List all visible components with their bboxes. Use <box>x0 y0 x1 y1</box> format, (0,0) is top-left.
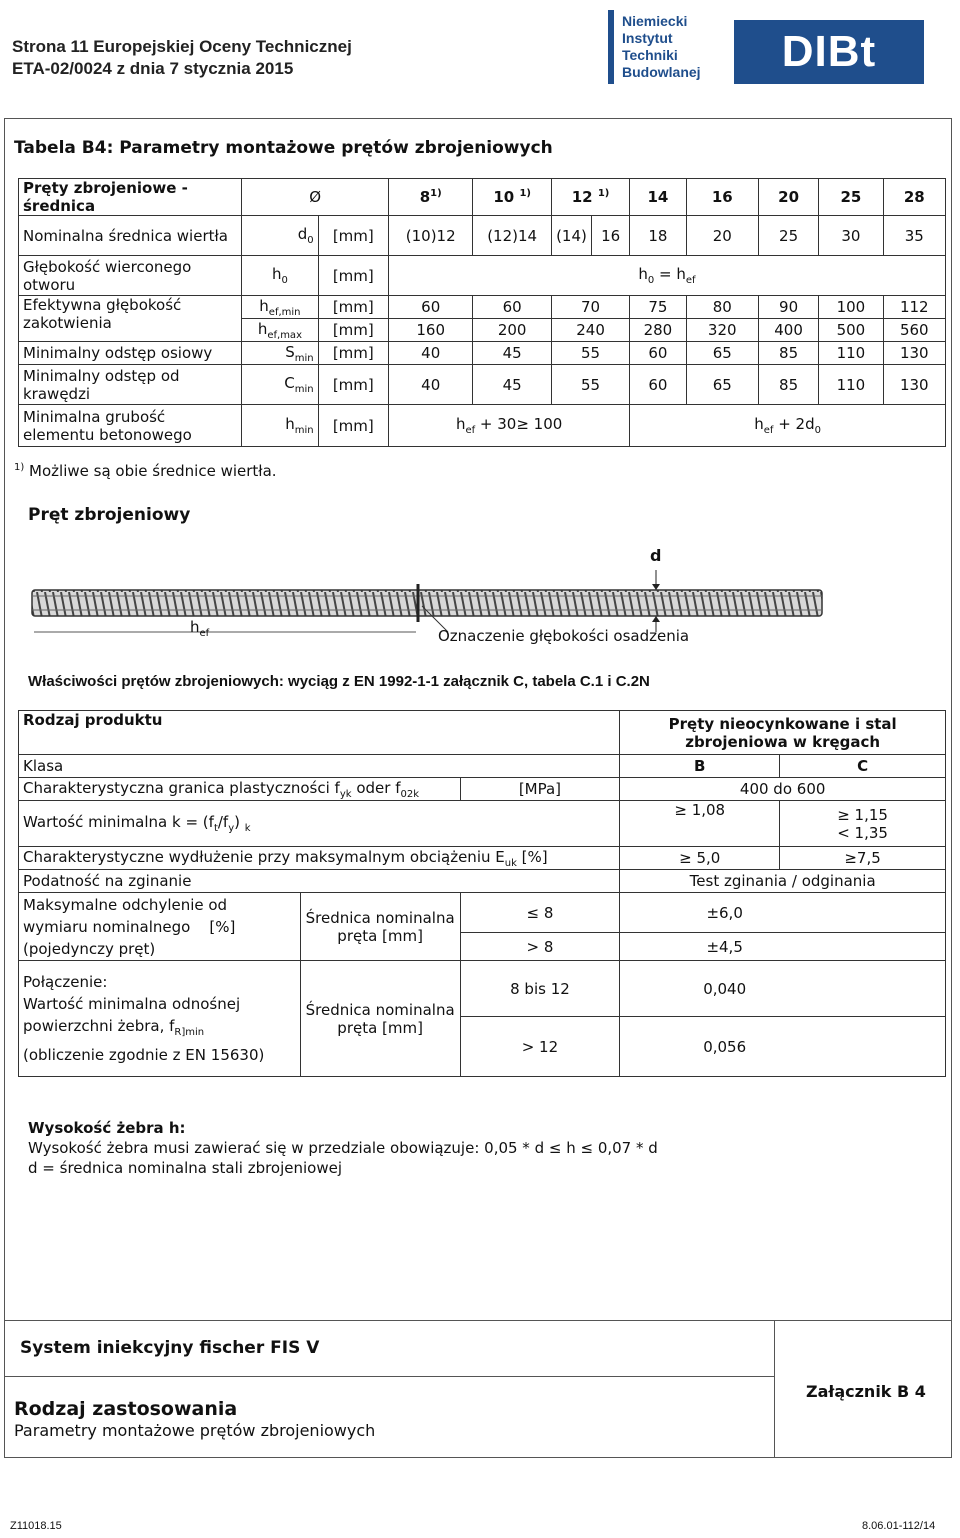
bend-value: Test zginania / odginania <box>620 870 946 893</box>
value-cell: 65 <box>686 365 758 405</box>
arrowhead <box>652 616 660 622</box>
value-cell: 45 <box>473 365 551 405</box>
deviation-value: ±6,0 <box>620 893 946 933</box>
bond-diameter-label: Średnica nominalna pręta [mm] <box>300 961 460 1077</box>
footer-divider <box>4 1376 774 1377</box>
table-row <box>19 870 946 893</box>
value-cell: $h_{ef} + 30\ge 100$ <box>388 405 629 447</box>
value-cell: 75 <box>630 296 686 319</box>
value-cell: 400 <box>758 319 818 342</box>
bond-label: Połączenie: Wartość minimalna odnośnej powierzchni żebra, $f_{R]min}$ (obliczenie zgodnie z EN 15630) <box>19 961 301 1077</box>
value-cell: 40 <box>388 365 472 405</box>
footer-app-title: Rodzaj zastosowania <box>14 1398 238 1420</box>
logo-line: Niemiecki <box>622 13 688 29</box>
euk-value-b: ≥ 5,0 <box>620 847 780 870</box>
deviation-value: ±4,5 <box>620 933 946 961</box>
value-cell: (10)12 <box>388 216 472 256</box>
value-cell: 110 <box>819 342 883 365</box>
row-label: Minimalny odstęp osiowy <box>19 342 242 365</box>
rebar-label-d: d <box>650 546 662 565</box>
diam-cell: 8$^{1)}$ <box>388 179 472 216</box>
value-cell: 130 <box>883 365 945 405</box>
value-cell: 70 <box>551 296 629 319</box>
value-cell: 20 <box>686 216 758 256</box>
rebar-bar <box>32 590 822 616</box>
footer-annex: Załącznik B 4 <box>806 1382 926 1401</box>
row-label: Głębokość wierconego otworu <box>19 256 242 296</box>
document-header <box>12 36 352 80</box>
value-cell: 130 <box>883 342 945 365</box>
logo-line: Techniki <box>622 47 678 63</box>
value-cell: 55 <box>551 365 629 405</box>
row-label: Minimalna grubość elementu betonowego <box>19 405 242 447</box>
footer-code-right: 8.06.01-112/14 <box>862 1520 936 1532</box>
value-cell: 160 <box>388 319 472 342</box>
footer-divider <box>774 1320 775 1458</box>
fyk-unit: [MPa] <box>460 778 620 801</box>
fyk-label: Charakterystyczna granica plastyczności $f_{yk}$ oder $f_{02k}$ <box>19 778 461 801</box>
product-type-value: Pręty nieocynkowane i stal zbrojeniowa w kręgach <box>620 711 946 755</box>
table-row <box>19 405 946 447</box>
unit-cell: [mm] <box>318 296 388 319</box>
value-cell: 90 <box>758 296 818 319</box>
fyk-value: 400 do 600 <box>620 778 946 801</box>
rebar-illustration <box>20 540 840 660</box>
value-cell: 65 <box>686 342 758 365</box>
unit-cell: [mm] <box>318 365 388 405</box>
table-row <box>19 179 946 216</box>
table-row <box>19 365 946 405</box>
table-row <box>19 342 946 365</box>
row-symbol: $d_0$ <box>242 216 318 256</box>
dibt-logo-mark: DIBt <box>734 20 924 84</box>
row-symbol: $S_{min}$ <box>242 342 318 365</box>
value-cell: 60 <box>388 296 472 319</box>
value-cell: 18 <box>630 216 686 256</box>
table-row <box>19 893 946 933</box>
bond-cond: 8 bis 12 <box>460 961 620 1017</box>
value-cell: 35 <box>883 216 945 256</box>
value-cell: 240 <box>551 319 629 342</box>
deviation-cond: ≤ 8 <box>460 893 620 933</box>
deviation-diameter-label: Średnica nominalna pręta [mm] <box>300 893 460 961</box>
row-label: Nominalna średnica wiertła <box>19 216 242 256</box>
value-cell: 16 <box>592 216 630 256</box>
row-symbol: $h_{ef,min}$ <box>242 296 318 319</box>
value-cell: 200 <box>473 319 551 342</box>
value-cell: 25 <box>758 216 818 256</box>
rebar-label-hef: $h_{ef}$ <box>190 618 210 639</box>
row-symbol: $C_{min}$ <box>242 365 318 405</box>
footer-code-left: Z11018.15 <box>10 1520 62 1532</box>
value-cell: 112 <box>883 296 945 319</box>
table-row <box>19 296 946 319</box>
unit-cell: [mm] <box>318 405 388 447</box>
value-cell: 85 <box>758 342 818 365</box>
props-title: Właściwości prętów zbrojeniowych: wyciąg z EN 1992-1-1 załącznik C, tabela C.1 i C.2N <box>28 673 650 690</box>
diam-cell: 16 <box>686 179 758 216</box>
value-cell: 45 <box>473 342 551 365</box>
value-cell: 60 <box>630 365 686 405</box>
dibt-logo-text <box>622 13 701 81</box>
k-value-c: ≥ 1,15 < 1,35 <box>780 801 946 847</box>
bend-label: Podatność na zginanie <box>19 870 620 893</box>
deviation-label: Maksymalne odchylenie od wymiaru nominalnego [%] (pojedynczy pręt) <box>19 893 301 961</box>
header-page-line: Strona 11 Europejskiej Oceny Technicznej <box>12 37 352 56</box>
table-row <box>19 801 946 847</box>
unit-cell: [mm] <box>318 216 388 256</box>
diam-cell: 28 <box>883 179 945 216</box>
class-b: B <box>620 755 780 778</box>
bond-cond: > 12 <box>460 1017 620 1077</box>
rebar-section-title: Pręt zbrojeniowy <box>28 505 191 525</box>
arrowhead <box>652 584 660 590</box>
row-symbol: $h_{ef,max}$ <box>242 319 318 342</box>
value-cell: 560 <box>883 319 945 342</box>
header-eta-line: ETA-02/0024 z dnia 7 stycznia 2015 <box>12 59 294 78</box>
diam-cell: 25 <box>819 179 883 216</box>
value-cell: 40 <box>388 342 472 365</box>
unit-cell: [mm] <box>318 319 388 342</box>
table-b4 <box>18 178 946 447</box>
value-cell: 100 <box>819 296 883 319</box>
class-label: Klasa <box>19 755 620 778</box>
value-cell: (14) <box>551 216 591 256</box>
table-row <box>19 256 946 296</box>
value-cell: 80 <box>686 296 758 319</box>
value-cell: 55 <box>551 342 629 365</box>
row-symbol: $h_0$ <box>242 256 318 296</box>
row-label: Efektywna głębokość zakotwienia <box>19 296 242 342</box>
footer-app-subtitle: Parametry montażowe prętów zbrojeniowych <box>14 1421 376 1440</box>
unit-cell: [mm] <box>318 256 388 296</box>
logo-bar <box>608 10 614 84</box>
k-label: Wartość minimalna $k = (f_t/f_y)$ $_k$ <box>19 801 620 847</box>
unit-cell: [mm] <box>318 342 388 365</box>
table-row <box>19 216 946 256</box>
logo-line: Instytut <box>622 30 673 46</box>
table-row <box>19 755 946 778</box>
diam-cell: 10 $^{1)}$ <box>473 179 551 216</box>
euk-value-c: ≥7,5 <box>780 847 946 870</box>
table-footnote: $^{1)}$ Możliwe są obie średnice wiertła. <box>14 462 277 480</box>
head-symbol: Ø <box>242 179 389 216</box>
depth-mark-label: Oznaczenie głębokości osadzenia <box>438 627 690 645</box>
properties-table <box>18 710 946 1077</box>
table-row <box>19 961 946 1017</box>
table-row <box>19 778 946 801</box>
diam-cell: 20 <box>758 179 818 216</box>
footer-system: System iniekcyjny fischer FIS V <box>20 1338 320 1358</box>
rib-height-text: Wysokość żebra musi zawierać się w przedziale obowiązuje: 0,05 * d ≤ h ≤ 0,07 * d <box>28 1139 658 1157</box>
bond-value: 0,056 <box>620 1017 946 1077</box>
value-cell: (12)14 <box>473 216 551 256</box>
rib-height-section <box>28 1118 658 1178</box>
class-c: C <box>780 755 946 778</box>
diam-cell: 12 $^{1)}$ <box>551 179 629 216</box>
value-cell: 320 <box>686 319 758 342</box>
rib-height-title: Wysokość żebra h: <box>28 1119 186 1137</box>
table-b4-title: Tabela B4: Parametry montażowe prętów zbrojeniowych <box>14 138 553 158</box>
row-symbol: $h_{min}$ <box>242 405 318 447</box>
value-cell: 280 <box>630 319 686 342</box>
table-row <box>19 711 946 755</box>
value-cell: 500 <box>819 319 883 342</box>
diam-cell: 14 <box>630 179 686 216</box>
head-label: Pręty zbrojeniowe - średnica <box>19 179 242 216</box>
deviation-cond: > 8 <box>460 933 620 961</box>
logo-line: Budowlanej <box>622 64 701 80</box>
bond-value: 0,040 <box>620 961 946 1017</box>
euk-label: Charakterystyczne wydłużenie przy maksymalnym obciążeniu $E_{uk}$ [%] <box>19 847 620 870</box>
value-cell: 85 <box>758 365 818 405</box>
value-cell: 110 <box>819 365 883 405</box>
value-cell: 60 <box>473 296 551 319</box>
value-cell: 60 <box>630 342 686 365</box>
table-row <box>19 847 946 870</box>
value-cell: $h_{ef} + 2d_0$ <box>630 405 946 447</box>
row-label: Minimalny odstęp od krawędzi <box>19 365 242 405</box>
k-value-b: ≥ 1,08 <box>620 801 780 847</box>
product-type-label: Rodzaj produktu <box>19 711 620 755</box>
value-cell: 30 <box>819 216 883 256</box>
value-cell: $h_0 = h_{ef}$ <box>388 256 945 296</box>
rib-height-definition: d = średnica nominalna stali zbrojeniowej <box>28 1159 343 1177</box>
